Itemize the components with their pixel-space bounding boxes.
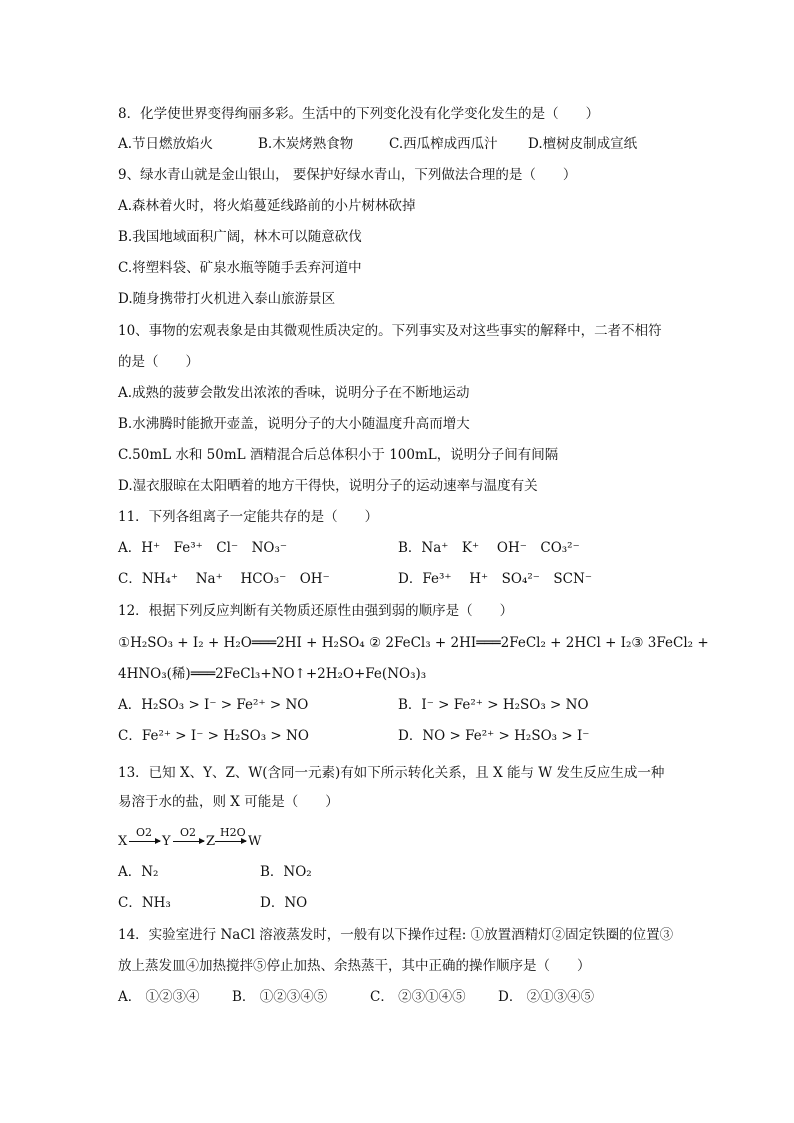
question-14-option-b: B． ①②③④⑤ <box>232 989 328 1005</box>
question-9-option-d: D.随身携带打火机进入泰山旅游景区 <box>118 291 336 307</box>
question-11-option-c: C．NH₄⁺ Na⁺ HCO₃⁻ OH⁻ <box>118 571 330 587</box>
question-14-stem-line2: 放上蒸发皿④加热搅拌⑤停止加热、余热蒸干，其中正确的操作顺序是（ ） <box>118 958 591 974</box>
question-12-option-c: C．Fe²⁺ > I⁻ > H₂SO₃ > NO <box>118 728 309 744</box>
scheme-species-w: W <box>248 834 262 849</box>
scheme-arrow-2 <box>173 841 204 842</box>
question-11-option-b: B．Na⁺ K⁺ OH⁻ CO₃²⁻ <box>398 540 580 556</box>
scheme-species-z: Z <box>206 834 216 849</box>
scheme-arrow-label-2: O2 <box>180 826 197 839</box>
question-13-stem-line2: 易溶于水的盐，则 X 可能是（ ） <box>118 794 339 810</box>
scheme-species-y: Y <box>162 834 171 849</box>
scheme-arrow-1 <box>129 841 160 842</box>
question-8-option-d: D.檀树皮制成宣纸 <box>528 136 638 152</box>
scheme-species-x: X <box>118 834 128 849</box>
question-10-stem-line2: 的是（ ） <box>118 354 199 370</box>
question-9-option-c: C.将塑料袋、矿泉水瓶等随手丢弃河道中 <box>118 260 362 276</box>
question-12-equation-line1: ①H₂SO₃ + I₂ + H₂O═══2HI + H₂SO₄ ② 2FeCl₃ + 2HI═══2FeCl₂ + 2HCl + I₂③ 3FeCl₂ + <box>118 635 709 651</box>
question-14-option-d: D． ②①③④⑤ <box>498 989 595 1005</box>
question-8-option-c: C.西瓜榨成西瓜汁 <box>389 136 498 152</box>
question-10-option-c: C.50mL 水和 50mL 酒精混合后总体积小于 100mL，说明分子间有间隔 <box>118 447 559 463</box>
question-13-stem-line1: 13．已知 X、Y、Z、W(含同一元素)有如下所示转化关系，且 X 能与 W 发生反应生成一种 <box>118 765 665 781</box>
question-12-option-d: D．NO > Fe²⁺ > H₂SO₃ > I⁻ <box>398 728 590 744</box>
question-9-option-b: B.我国地域面积广阔，林木可以随意砍伐 <box>118 229 362 245</box>
question-10-stem-line1: 10、事物的宏观表象是由其微观性质决定的。下列事实及对这些事实的解释中，二者不相符 <box>118 323 662 339</box>
question-13-option-d: D．NO <box>260 895 308 911</box>
question-12-stem: 12．根据下列反应判断有关物质还原性由强到弱的顺序是（ ） <box>118 603 514 619</box>
question-10-option-a: A.成熟的菠萝会散发出浓浓的香味，说明分子在不断地运动 <box>118 385 470 401</box>
question-13-option-a: A．N₂ <box>118 864 159 880</box>
question-13-option-b: B．NO₂ <box>260 864 312 880</box>
question-10-option-b: B.水沸腾时能掀开壶盖，说明分子的大小随温度升高而增大 <box>118 416 470 432</box>
question-9-stem: 9、绿水青山就是金山银山， 要保护好绿水青山，下列做法合理的是（ ） <box>118 167 577 183</box>
question-14-stem-line1: 14．实验室进行 NaCl 溶液蒸发时，一般有以下操作过程: ①放置酒精灯②固定铁圈的位置③ <box>118 927 674 943</box>
question-8-stem: 8．化学使世界变得绚丽多彩。生活中的下列变化没有化学变化发生的是（ ） <box>118 106 600 122</box>
scheme-arrow-3 <box>215 841 246 842</box>
question-11-option-a: A．H⁺ Fe³⁺ Cl⁻ NO₃⁻ <box>118 540 287 556</box>
scheme-arrow-label-1: O2 <box>136 826 153 839</box>
question-12-equation-line2: 4HNO₃(稀)═══2FeCl₃+NO↑+2H₂O+Fe(NO₃)₃ <box>118 666 427 682</box>
conversion-scheme <box>118 826 278 850</box>
question-8-option-b: B.木炭烤熟食物 <box>258 136 354 152</box>
question-11-option-d: D．Fe³⁺ H⁺ SO₄²⁻ SCN⁻ <box>398 571 592 587</box>
question-12-option-a: A．H₂SO₃ > I⁻ > Fe²⁺ > NO <box>118 697 309 713</box>
question-11-stem: 11．下列各组离子一定能共存的是（ ） <box>118 509 379 525</box>
question-8-option-a: A.节日燃放焰火 <box>118 136 214 152</box>
question-10-option-d: D.湿衣服晾在太阳晒着的地方干得快，说明分子的运动速率与温度有关 <box>118 478 538 494</box>
question-14-option-a: A． ①②③④ <box>118 989 200 1005</box>
question-14-option-c: C． ②③①④⑤ <box>370 989 466 1005</box>
question-12-option-b: B．I⁻ > Fe²⁺ > H₂SO₃ > NO <box>398 697 589 713</box>
scheme-arrow-label-3: H2O <box>220 826 246 839</box>
question-13-option-c: C．NH₃ <box>118 895 171 911</box>
question-9-option-a: A.森林着火时，将火焰蔓延线路前的小片树林砍掉 <box>118 198 416 214</box>
